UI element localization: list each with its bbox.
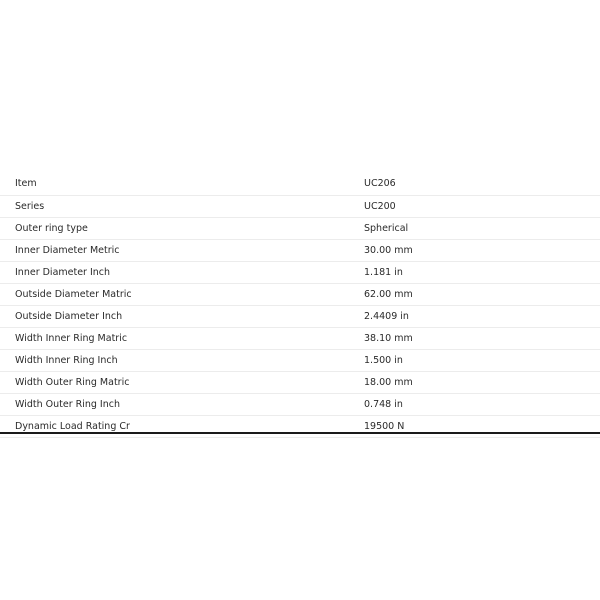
spec-value: Spherical [364,217,600,239]
table-row [0,239,600,261]
spec-label: Inner Diameter Metric [0,239,364,261]
spec-label: Width Outer Ring Matric [0,371,364,393]
table-row [0,371,600,393]
spec-label: Width Inner Ring Inch [0,349,364,371]
table-row [0,261,600,283]
spec-value: 2.4409 in [364,305,600,327]
spec-value: 62.00 mm [364,283,600,305]
spec-label: Outside Diameter Inch [0,305,364,327]
spec-value: UC206 [364,173,600,195]
spec-value: 1.500 in [364,349,600,371]
spec-table [0,173,600,438]
spec-value: 38.10 mm [364,327,600,349]
table-row [0,305,600,327]
spec-value: 18.00 mm [364,371,600,393]
table-row [0,173,600,195]
table-row [0,327,600,349]
table-row [0,283,600,305]
spec-label: Outer ring type [0,217,364,239]
spec-value: 1.181 in [364,261,600,283]
spec-label: Dynamic Load Rating Cr [0,415,364,437]
table-row [0,349,600,371]
spec-value: 30.00 mm [364,239,600,261]
table-row [0,393,600,415]
spec-label: Width Outer Ring Inch [0,393,364,415]
spec-label: Width Inner Ring Matric [0,327,364,349]
spec-value: UC200 [364,195,600,217]
table-row [0,195,600,217]
table-row [0,217,600,239]
spec-value: 0.748 in [364,393,600,415]
bottom-divider [0,432,600,434]
spec-label: Item [0,173,364,195]
spec-value: 19500 N [364,415,600,437]
spec-table-body [0,173,600,437]
spec-label: Outside Diameter Matric [0,283,364,305]
spec-label: Series [0,195,364,217]
spec-label: Inner Diameter Inch [0,261,364,283]
